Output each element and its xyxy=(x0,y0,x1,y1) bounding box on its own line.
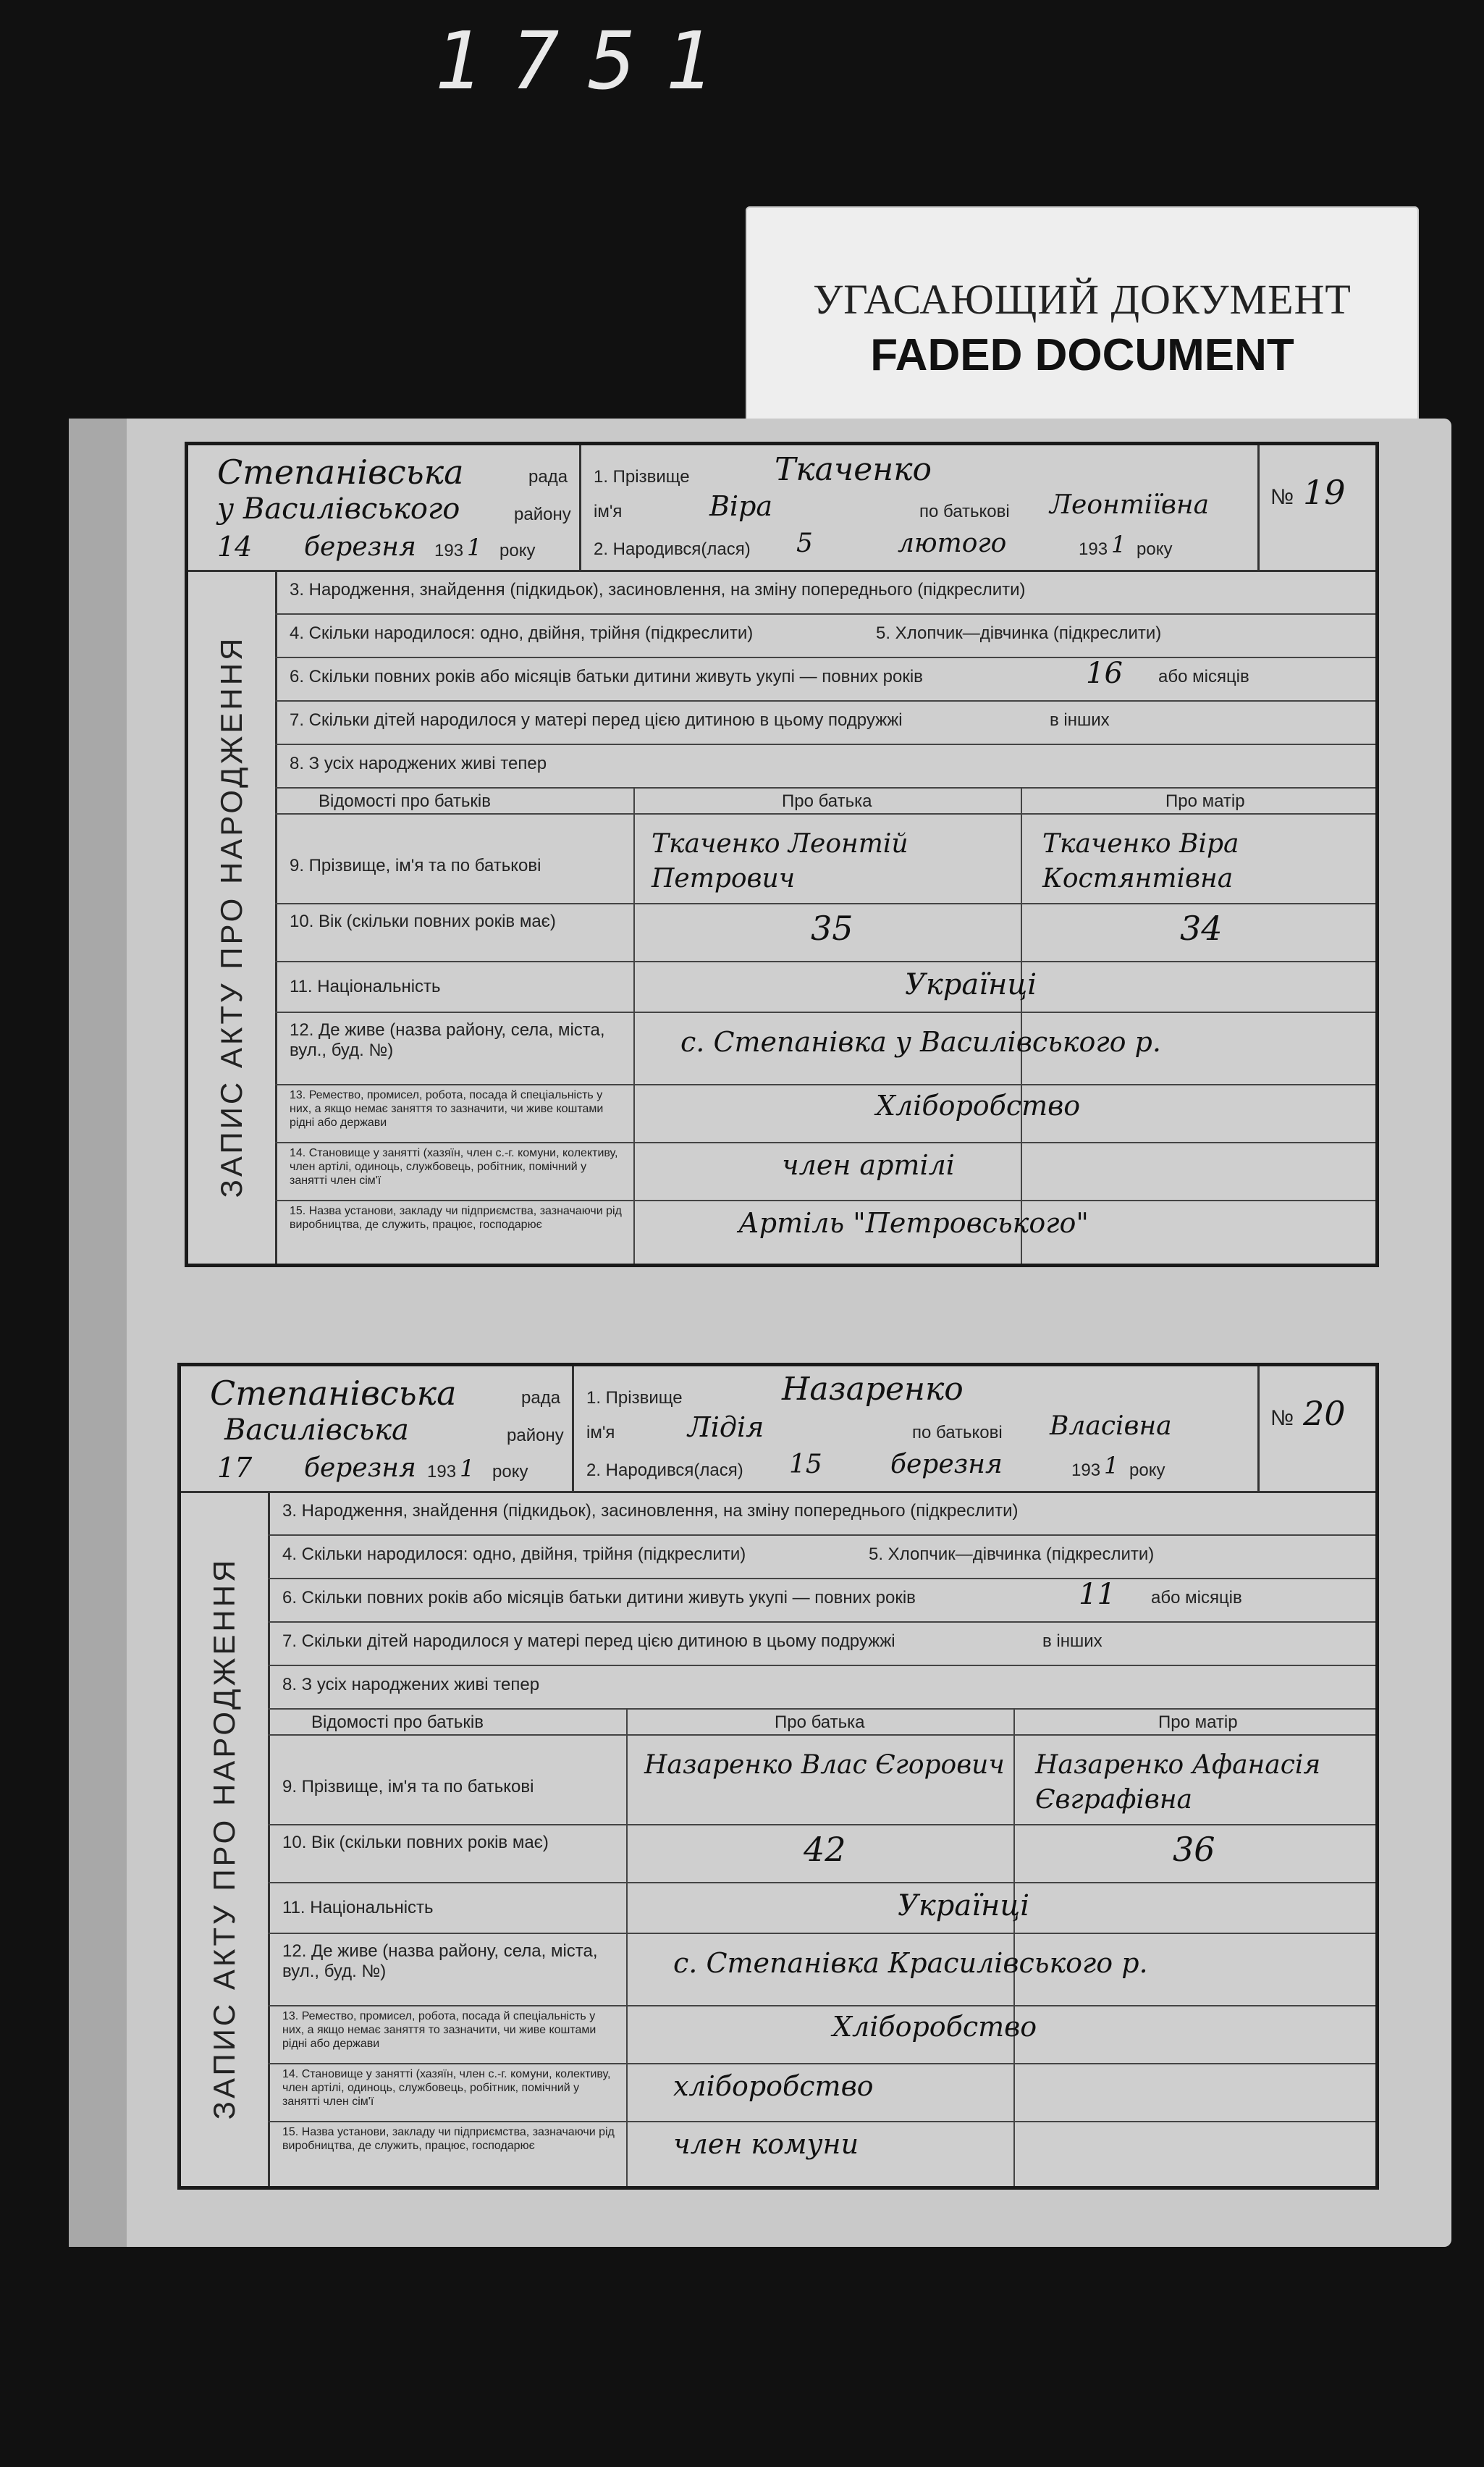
field-7-label: 7. Скільки дітей народилося у матері перед цією дитиною в цьому подружжі xyxy=(290,710,903,730)
row-divider xyxy=(275,903,1375,904)
field-4-label: 4. Скільки народилося: одно, двійня, трійня (підкреслити) xyxy=(290,623,754,643)
year-prefix: 193 xyxy=(434,541,464,560)
date-month-handwriting: березня xyxy=(304,532,416,562)
position-handwriting: хліборобство xyxy=(673,2070,874,2102)
field-6-row xyxy=(268,1578,1375,1623)
date-year-handwriting: 1 xyxy=(460,1455,475,1482)
row-divider xyxy=(268,2063,1375,2064)
field-14-label: 14. Становище у занятті (хазяїн, член с.-г. комуни, колективу, член артілі, одиноць, службовець, робітник, помічний у занятті член сім'ї xyxy=(282,2068,611,2108)
row-divider xyxy=(275,1084,1375,1085)
father-name-handwriting: Назаренко Влас Єгорович xyxy=(644,1750,1005,1780)
vertical-title-text: ЗАПИС АКТУ ПРО НАРОДЖЕННЯ xyxy=(207,1557,241,2120)
position-handwriting: член артілі xyxy=(782,1149,955,1181)
field-4-label: 4. Скільки народилося: одно, двійня, трійня (підкреслити) xyxy=(282,1544,746,1564)
field-15-label: 15. Назва установи, закладу чи підприємства, зазначаючи рід виробництва, де служить, працює, господарює xyxy=(282,2126,615,2152)
row-divider xyxy=(275,1200,1375,1201)
col-divider-1 xyxy=(626,1708,628,2186)
row-divider xyxy=(268,1933,1375,1934)
record-number-block xyxy=(1260,1366,1375,1491)
field-9-label: 9. Прізвище, ім'я та по батькові xyxy=(290,856,541,875)
parents-header: Відомості про батьків xyxy=(311,1712,484,1732)
born-day-handwriting: 5 xyxy=(796,529,813,558)
number-label: № xyxy=(1270,1406,1294,1430)
stamp-english-text: FADED DOCUMENT xyxy=(870,330,1294,380)
child-block xyxy=(572,1366,1260,1491)
patronymic-label: по батькові xyxy=(912,1423,1003,1442)
mother-header: Про матір xyxy=(1165,791,1245,811)
stamp-russian-text: УГАСАЮЩИЙ ДОКУМЕНТ xyxy=(813,276,1352,323)
parents-table xyxy=(275,787,1375,1264)
rayon-handwriting: у Василівського xyxy=(217,492,460,526)
field-7-row xyxy=(268,1621,1375,1666)
residence-handwriting: с. Степанівка Красилівського р. xyxy=(673,1947,1148,1979)
record-number-handwriting: 20 xyxy=(1303,1394,1346,1433)
nationality-handwriting: Українці xyxy=(898,1889,1030,1922)
row-divider xyxy=(268,1882,1375,1883)
born-month-handwriting: лютого xyxy=(898,529,1007,558)
vertical-title xyxy=(181,1491,270,2186)
field-7-row xyxy=(275,700,1375,745)
patronymic-handwriting: Леонтіївна xyxy=(1050,490,1210,520)
faded-document-stamp xyxy=(746,206,1419,424)
film-number: 1751 xyxy=(434,14,742,107)
field-13-label: 13. Ремество, промисел, робота, посада й спеціальність у них, а якщо немає заняття то зазначити, чи живе коштами рідні або держави xyxy=(282,2010,596,2050)
name-label: ім'я xyxy=(586,1423,615,1442)
born-month-handwriting: березня xyxy=(890,1450,1003,1479)
nationality-handwriting: Українці xyxy=(905,968,1037,1001)
birth-record-form-1 xyxy=(185,442,1379,1267)
rada-handwriting: Степанівська xyxy=(217,453,464,492)
rayon-handwriting: Василівська xyxy=(224,1413,409,1447)
born-year-handwriting: 1 xyxy=(1104,1452,1119,1479)
occupation-handwriting: Хліборобство xyxy=(876,1090,1081,1122)
field-5-label: 5. Хлопчик—дівчинка (підкреслити) xyxy=(869,1544,1155,1564)
row-divider xyxy=(268,2005,1375,2006)
father-header: Про батька xyxy=(775,1712,865,1732)
field-6-row xyxy=(275,657,1375,702)
field-11-label: 11. Національність xyxy=(282,1898,434,1917)
field-12-label: 12. Де живе (назва району, села, міста, вул., буд. №) xyxy=(290,1020,605,1060)
surname-handwriting: Назаренко xyxy=(782,1371,964,1408)
row-divider xyxy=(268,1734,1375,1736)
workplace-handwriting: Артіль "Петровського" xyxy=(738,1207,1089,1239)
name-handwriting: Лідія xyxy=(688,1411,764,1443)
field-8-row xyxy=(275,744,1375,789)
residence-handwriting: с. Степанівка у Василівського р. xyxy=(680,1026,1161,1058)
mother-name-handwriting: Назаренко Афанасія Євграфівна xyxy=(1035,1750,1321,1815)
date-day-handwriting: 17 xyxy=(217,1452,253,1484)
council-block xyxy=(188,445,581,570)
field-12-label: 12. Де живе (назва району, села, міста, вул., буд. №) xyxy=(282,1941,598,1981)
rayon-label: району xyxy=(514,505,571,524)
born-roku-label: року xyxy=(1137,539,1173,559)
years-together-handwriting: 11 xyxy=(1079,1578,1116,1611)
paper-binding-edge xyxy=(69,419,127,2247)
field-5-label: 5. Хлопчик—дівчинка (підкреслити) xyxy=(876,623,1162,643)
field-9-label: 9. Прізвище, ім'я та по батькові xyxy=(282,1777,534,1796)
col-divider-1 xyxy=(633,787,635,1264)
mother-header: Про матір xyxy=(1158,1712,1238,1732)
name-handwriting: Віра xyxy=(709,490,773,522)
born-label: 2. Народився(лася) xyxy=(586,1461,743,1480)
date-day-handwriting: 14 xyxy=(217,531,253,563)
father-age-handwriting: 35 xyxy=(811,909,853,948)
row-divider xyxy=(275,813,1375,815)
parents-table xyxy=(268,1708,1375,2186)
mother-age-handwriting: 36 xyxy=(1173,1830,1215,1869)
surname-handwriting: Ткаченко xyxy=(775,451,932,488)
workplace-handwriting: член комуни xyxy=(673,2128,859,2160)
child-block xyxy=(579,445,1260,570)
born-year-prefix: 193 xyxy=(1071,1461,1101,1480)
field-15-label: 15. Назва установи, закладу чи підприємства, зазначаючи рід виробництва, де служить, працює, господарює xyxy=(290,1205,622,1231)
father-name-handwriting: Ткаченко Леонтій Петрович xyxy=(652,829,908,894)
field-11-label: 11. Національність xyxy=(290,977,441,996)
record-header xyxy=(181,1366,1375,1493)
vertical-title xyxy=(188,570,277,1264)
field-3-row xyxy=(268,1491,1375,1536)
birth-record-form-2 xyxy=(177,1363,1379,2190)
field-14-label: 14. Становище у занятті (хазяїн, член с.-г. комуни, колективу, член артілі, одиноць, службовець, робітник, помічний у занятті член сім'ї xyxy=(290,1147,618,1187)
field-3-label: 3. Народження, знайдення (підкидьок), засиновлення, на зміну попереднього (підкреслити) xyxy=(282,1501,1019,1521)
years-together-handwriting: 16 xyxy=(1086,657,1123,690)
rayon-label: району xyxy=(507,1426,564,1445)
surname-label: 1. Прізвище xyxy=(586,1388,683,1408)
field-10-label: 10. Вік (скільки повних років має) xyxy=(290,912,556,931)
born-year-handwriting: 1 xyxy=(1111,531,1126,558)
field-8-label: 8. З усіх народжених живі тепер xyxy=(282,1675,540,1694)
date-year-handwriting: 1 xyxy=(467,534,482,561)
year-prefix: 193 xyxy=(427,1462,457,1482)
field-6-label: 6. Скільки повних років або місяців батьки дитини живуть укупі — повних років xyxy=(290,667,923,686)
record-number-block xyxy=(1260,445,1375,570)
rada-handwriting: Степанівська xyxy=(210,1374,457,1413)
council-block xyxy=(181,1366,574,1491)
father-header: Про батька xyxy=(782,791,872,811)
field-7-label: 7. Скільки дітей народилося у матері перед цією дитиною в цьому подружжі xyxy=(282,1631,895,1651)
roku-label: року xyxy=(492,1462,528,1482)
father-age-handwriting: 42 xyxy=(804,1830,846,1869)
mother-name-handwriting: Ткаченко Віра Костянтівна xyxy=(1042,829,1239,894)
born-label: 2. Народився(лася) xyxy=(594,539,751,559)
born-day-handwriting: 15 xyxy=(789,1450,822,1479)
vertical-title-text: ЗАПИС АКТУ ПРО НАРОДЖЕННЯ xyxy=(214,635,248,1198)
born-year-prefix: 193 xyxy=(1079,539,1108,559)
field-4-5-row xyxy=(268,1534,1375,1579)
row-divider xyxy=(275,1142,1375,1143)
occupation-handwriting: Хліборобство xyxy=(832,2011,1037,2043)
mother-age-handwriting: 34 xyxy=(1180,909,1223,948)
surname-label: 1. Прізвище xyxy=(594,467,690,487)
patronymic-label: по батькові xyxy=(919,502,1010,521)
field-7-other-label: в інших xyxy=(1042,1631,1103,1651)
field-6-months-label: або місяців xyxy=(1158,667,1249,686)
name-label: ім'я xyxy=(594,502,623,521)
patronymic-handwriting: Власівна xyxy=(1050,1411,1172,1441)
field-3-row xyxy=(275,570,1375,615)
rada-label: рада xyxy=(521,1388,561,1408)
born-roku-label: року xyxy=(1129,1461,1165,1480)
row-divider xyxy=(275,1012,1375,1013)
row-divider xyxy=(275,961,1375,962)
field-4-5-row xyxy=(275,613,1375,658)
field-13-label: 13. Ремество, промисел, робота, посада й спеціальність у них, а якщо немає заняття то зазначити, чи живе коштами рідні або держави xyxy=(290,1089,604,1129)
row-divider xyxy=(268,2121,1375,2122)
field-8-label: 8. З усіх народжених живі тепер xyxy=(290,754,547,773)
field-6-label: 6. Скільки повних років або місяців батьки дитини живуть укупі — повних років xyxy=(282,1588,916,1607)
rada-label: рада xyxy=(528,467,568,487)
roku-label: року xyxy=(499,541,536,560)
parents-header: Відомості про батьків xyxy=(319,791,491,811)
field-10-label: 10. Вік (скільки повних років має) xyxy=(282,1833,549,1852)
record-number-handwriting: 19 xyxy=(1303,473,1346,512)
field-8-row xyxy=(268,1665,1375,1710)
row-divider xyxy=(268,1824,1375,1825)
field-3-label: 3. Народження, знайдення (підкидьок), засиновлення, на зміну попереднього (підкреслити) xyxy=(290,580,1026,600)
number-label: № xyxy=(1270,485,1294,509)
field-6-months-label: або місяців xyxy=(1151,1588,1242,1607)
col-divider-2 xyxy=(1021,787,1022,1264)
record-header xyxy=(188,445,1375,572)
date-month-handwriting: березня xyxy=(304,1453,416,1483)
field-7-other-label: в інших xyxy=(1050,710,1110,730)
